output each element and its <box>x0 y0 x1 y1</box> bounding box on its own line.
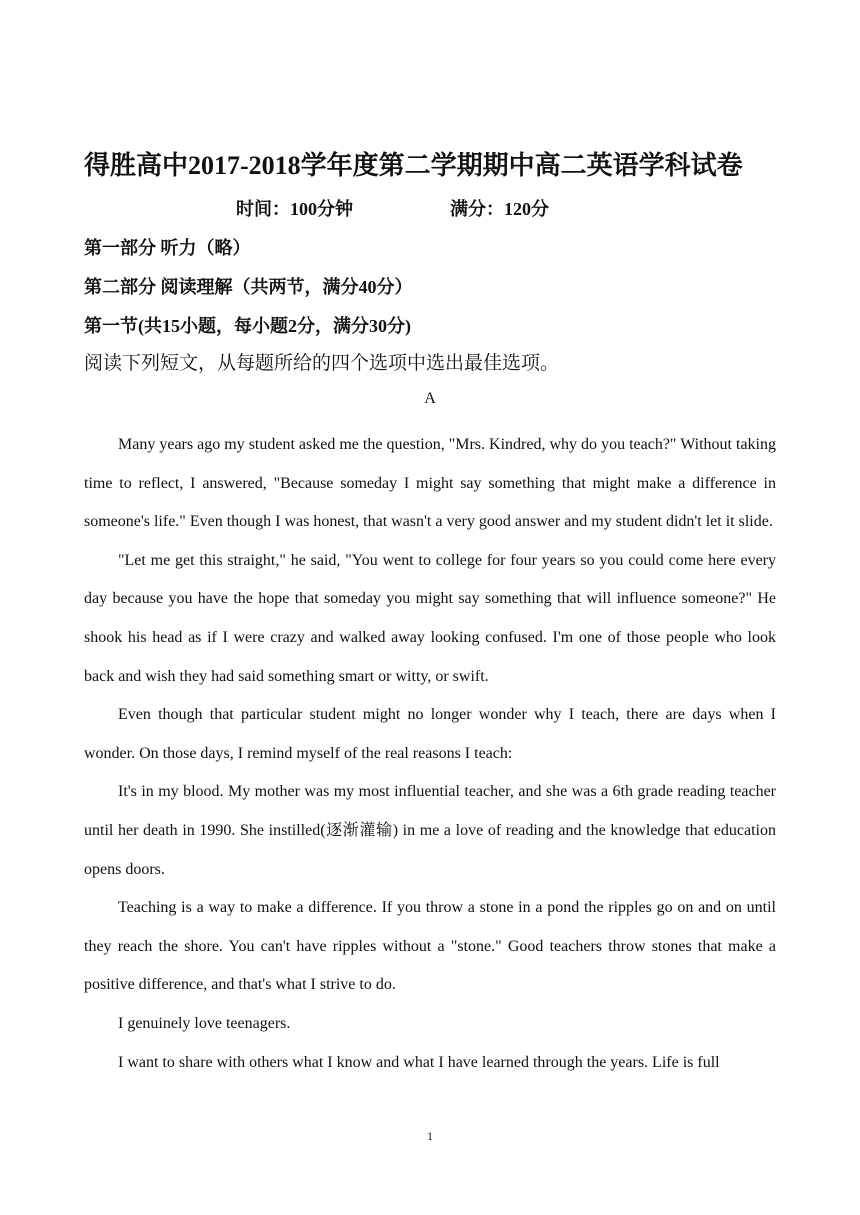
passage-label: A <box>424 390 436 407</box>
passage-paragraph: Teaching is a way to make a difference. If you throw a stone in a pond the ripples go on and on until they reach the shore. You can't have ripples without a "stone." Good teachers throw stones that make a positive difference, and that's what I strive to do. <box>84 899 776 994</box>
passage-body <box>84 426 776 1082</box>
part-one-heading: 第一部分 听力（略） <box>84 238 251 258</box>
document-title: 得胜高中2017-2018学年度第二学期期中高二英语学科试卷 <box>84 151 743 180</box>
passage-paragraph: It's in my blood. My mother was my most influential teacher, and she was a 6th grade reading teacher until her death in 1990. She instilled(逐渐灌输) in me a love of reading and the knowledge that education opens doors. <box>84 783 776 878</box>
exam-full-score: 满分：120分 <box>450 199 549 219</box>
exam-time: 时间：100分钟 <box>236 199 353 219</box>
page-number: 1 <box>427 1129 433 1143</box>
passage-paragraph: Many years ago my student asked me the question, "Mrs. Kindred, why do you teach?" Without taking time to reflect, I answered, "Because someday I might say something that might make a difference in someone's life." Even though I was honest, that wasn't a very good answer and my student didn't let it slide. <box>84 436 776 531</box>
passage-paragraph: I genuinely love teenagers. <box>118 1014 291 1032</box>
passage-paragraph: Even though that particular student might no longer wonder why I teach, there are days when I wonder. On those days, I remind myself of the real reasons I teach: <box>84 706 776 762</box>
part-two-heading: 第二部分 阅读理解（共两节，满分40分） <box>84 277 413 297</box>
passage-paragraph: "Let me get this straight," he said, "You went to college for four years so you could come here every day because you have the hope that someday you might say something that will influence someone?" He shook his head as if I were crazy and walked away looking confused. I'm one of those people who look back and wish they had said something smart or witty, or swift. <box>84 551 776 685</box>
section-one-heading: 第一节(共15小题，每小题2分，满分30分) <box>84 316 411 336</box>
reading-instruction: 阅读下列短文，从每题所给的四个选项中选出最佳选项。 <box>84 353 560 374</box>
passage-paragraph: I want to share with others what I know and what I have learned through the years. Life is full <box>118 1053 720 1071</box>
